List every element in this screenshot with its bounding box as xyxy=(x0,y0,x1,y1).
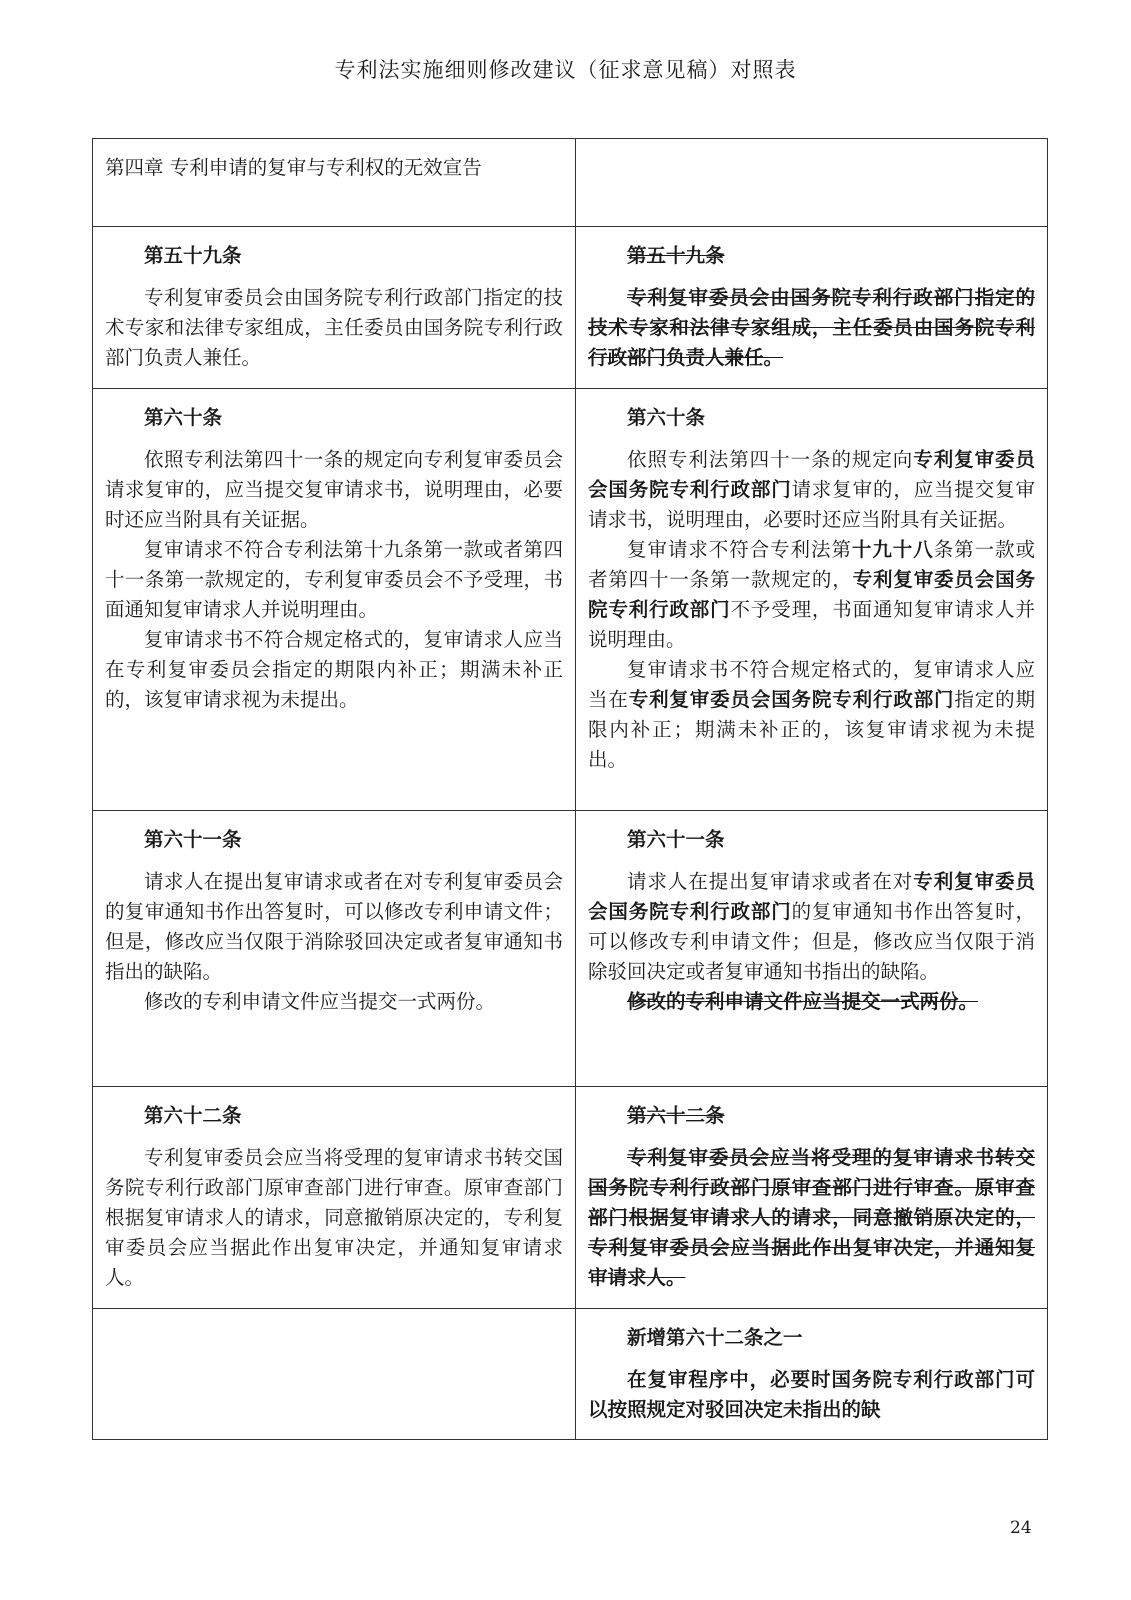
article-title: 第六十条 xyxy=(627,406,706,429)
amended-text: 专利复审委员会国务院专利行政部门 xyxy=(588,568,1035,621)
amended-text: 专利复审委员会国务院专利行政部门 xyxy=(588,870,1035,923)
amended-text: 专利复审委员会国务院专利行政部门 xyxy=(588,448,1035,501)
original-cell xyxy=(93,227,576,389)
article-paragraph: 复审请求不符合专利法第十九条第一款或者第四十一条第一款规定的，专利复审委员会不予受理，书面通知复审请求人并说明理由。 xyxy=(105,538,563,621)
proposed-cell xyxy=(576,1309,1048,1440)
proposed-cell xyxy=(576,1087,1048,1309)
original-cell xyxy=(93,1309,576,1440)
article-title: 第六十一条 xyxy=(144,828,242,851)
article-paragraph-deleted: 专利复审委员会由国务院专利行政部门指定的技术专家和法律专家组成，主任委员由国务院专利行政部门负责人兼任。 xyxy=(588,286,1035,369)
article-title: 第六十条 xyxy=(144,406,223,429)
table-row xyxy=(93,389,1048,811)
proposed-cell xyxy=(576,811,1048,1087)
article-title: 第六十二条 xyxy=(144,1104,242,1127)
proposed-cell xyxy=(576,139,1048,227)
original-cell xyxy=(93,811,576,1087)
article-paragraph: 依照专利法第四十一条的规定向专利复审委员会国务院专利行政部门请求复审的，应当提交复审请求书，说明理由，必要时还应当附具有关证据。 xyxy=(588,448,1035,531)
table-row xyxy=(93,227,1048,389)
article-paragraph: 专利复审委员会由国务院专利行政部门指定的技术专家和法律专家组成，主任委员由国务院专利行政部门负责人兼任。 xyxy=(105,286,563,369)
article-paragraph: 复审请求不符合专利法第十九十八条第一款或者第四十一条第一款规定的，专利复审委员会国务院专利行政部门不予受理，书面通知复审请求人并说明理由。 xyxy=(588,538,1035,651)
article-paragraph-deleted: 修改的专利申请文件应当提交一式两份。 xyxy=(627,990,979,1013)
page-number: 24 xyxy=(1010,1518,1032,1538)
original-cell xyxy=(93,139,576,227)
comparison-table xyxy=(92,138,1048,1440)
proposed-cell xyxy=(576,389,1048,811)
article-title: 第五十九条 xyxy=(144,244,242,267)
article-paragraph: 复审请求书不符合规定格式的，复审请求人应当在专利复审委员会国务院专利行政部门指定的期限内补正；期满未补正的，该复审请求视为未提出。 xyxy=(588,658,1035,771)
page-header-title: 专利法实施细则修改建议（征求意见稿）对照表 xyxy=(334,58,797,82)
table-row xyxy=(93,1309,1048,1440)
article-paragraph-deleted: 专利复审委员会应当将受理的复审请求书转交国务院专利行政部门原审查部门进行审查。原审查部门根据复审请求人的请求，同意撤销原决定的，专利复审委员会应当据此作出复审决定，并通知复审请求人。 xyxy=(588,1146,1035,1289)
original-cell xyxy=(93,389,576,811)
article-paragraph: 请求人在提出复审请求或者在对专利复审委员会国务院专利行政部门的复审通知书作出答复时，可以修改专利申请文件；但是，修改应当仅限于消除驳回决定或者复审通知书指出的缺陷。 xyxy=(588,870,1035,983)
proposed-cell xyxy=(576,227,1048,389)
amended-text: 专利复审委员会国务院专利行政部门 xyxy=(628,688,955,711)
article-title-deleted: 第五十九条 xyxy=(627,244,725,267)
original-cell xyxy=(93,1087,576,1309)
article-paragraph: 修改的专利申请文件应当提交一式两份。 xyxy=(144,990,496,1013)
article-paragraph: 专利复审委员会应当将受理的复审请求书转交国务院专利行政部门原审查部门进行审查。原审查部门根据复审请求人的请求，同意撤销原决定的，专利复审委员会应当据此作出复审决定，并通知复审请求人。 xyxy=(105,1146,563,1289)
article-paragraph: 复审请求书不符合规定格式的，复审请求人应当在专利复审委员会指定的期限内补正；期满未补正的，该复审请求视为未提出。 xyxy=(105,628,563,711)
table-row xyxy=(93,1087,1048,1309)
amended-text: 十九十八 xyxy=(851,538,934,561)
table-row xyxy=(93,139,1048,227)
table-row xyxy=(93,811,1048,1087)
chapter-heading: 第四章 专利申请的复审与专利权的无效宣告 xyxy=(105,156,482,179)
article-title-deleted: 第六十二条 xyxy=(627,1104,725,1127)
article-title: 第六十一条 xyxy=(627,828,725,851)
article-paragraph: 依照专利法第四十一条的规定向专利复审委员会请求复审的，应当提交复审请求书，说明理由，必要时还应当附具有关证据。 xyxy=(105,448,563,531)
article-title-added: 新增第六十二条之一 xyxy=(627,1326,803,1349)
article-paragraph: 请求人在提出复审请求或者在对专利复审委员会的复审通知书作出答复时，可以修改专利申请文件；但是，修改应当仅限于消除驳回决定或者复审通知书指出的缺陷。 xyxy=(105,870,563,983)
article-paragraph-added: 在复审程序中，必要时国务院专利行政部门可以按照规定对驳回决定未指出的缺 xyxy=(588,1368,1035,1421)
